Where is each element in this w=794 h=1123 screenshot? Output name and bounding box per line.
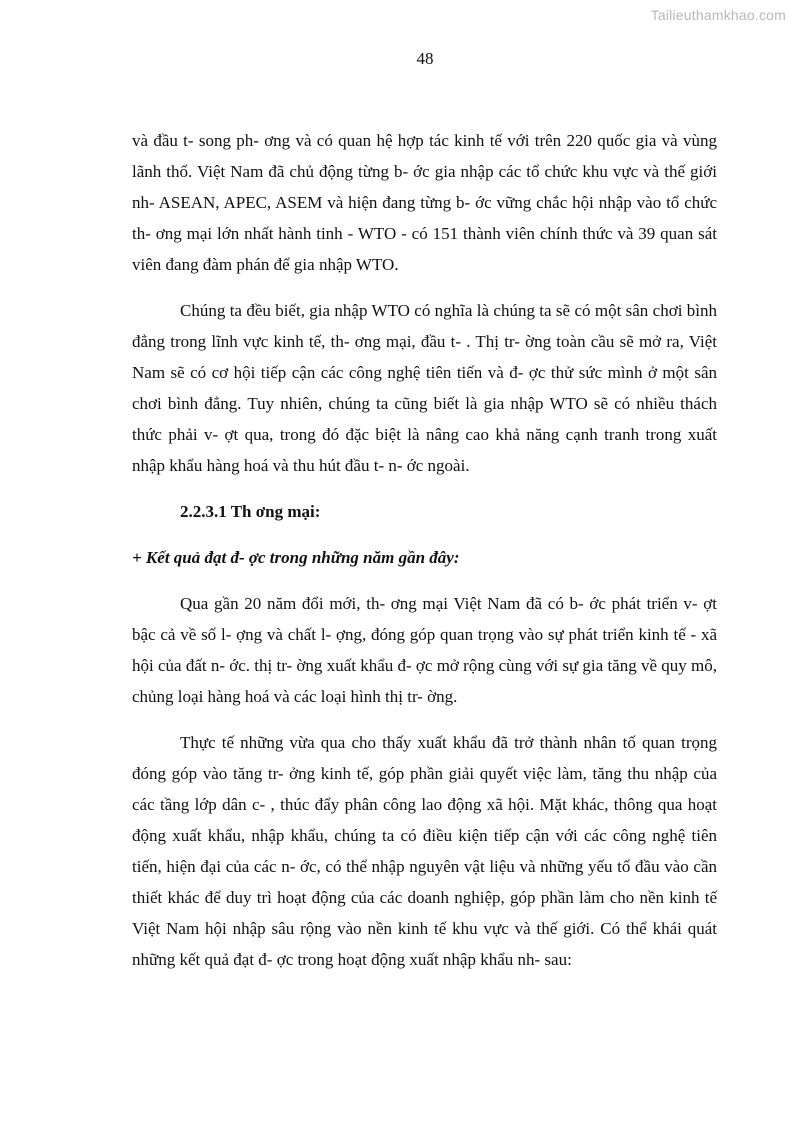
watermark: Tailieuthamkhao.com	[650, 7, 786, 23]
paragraph-results: Qua gần 20 năm đổi mới, th- ơng mại Việt Nam đã có b- ớc phát triển v- ợt bậc cả về số l- ợng và chất l- ợng, đóng góp quan trọng vào sự phát triển kinh tế - xã hội của đất n- ớc. thị tr- ờng xuất khẩu đ- ợc mở rộng cùng với sự gia tăng về quy mô, chủng loại hàng hoá và các loại hình thị tr- ờng.	[132, 594, 717, 706]
section-heading: 2.2.3.1 Th ơng mại:	[180, 502, 321, 521]
document-body	[132, 125, 717, 975]
subsection-heading: + Kết quả đạt đ- ợc trong những năm gần đây:	[132, 548, 460, 567]
paragraph-intro: và đầu t- song ph- ơng và có quan hệ hợp tác kinh tế với trên 220 quốc gia và vùng lãnh thổ. Việt Nam đã chủ động từng b- ớc gia nhập các tổ chức khu vực và thế giới nh- ASEAN, APEC, ASEM và hiện đang từng b- ớc vững chắc hội nhập vào tổ chức th- ơng mại lớn nhất hành tinh - WTO - có 151 thành viên chính thức và 39 quan sát viên đang đàm phán để gia nhập WTO.	[132, 131, 717, 274]
page-number: 48	[416, 49, 434, 68]
paragraph-export: Thực tế những vừa qua cho thấy xuất khẩu đã trở thành nhân tố quan trọng đóng góp vào tăng tr- ởng kinh tế, góp phần giải quyết việc làm, tăng thu nhập của các tầng lớp dân c- , thúc đẩy phân công lao động xã hội. Mặt khác, thông qua hoạt động xuất khẩu, nhập khẩu, chúng ta có điều kiện tiếp cận với các công nghệ tiên tiến, hiện đại của các n- ớc, có thể nhập nguyên vật liệu và những yếu tố đầu vào cần thiết khác để duy trì hoạt động của các doanh nghiệp, góp phần làm cho nền kinh tế Việt Nam hội nhập sâu rộng vào nền kinh tế khu vực và thế giới. Có thể khái quát những kết quả đạt đ- ợc trong hoạt động xuất nhập khẩu nh- sau:	[132, 733, 717, 969]
paragraph-wto: Chúng ta đều biết, gia nhập WTO có nghĩa là chúng ta sẽ có một sân chơi bình đẳng trong lĩnh vực kinh tế, th- ơng mại, đầu t- . Thị tr- ờng toàn cầu sẽ mở ra, Việt Nam sẽ có cơ hội tiếp cận các công nghệ tiên tiến và đ- ợc thử sức mình ở một sân chơi bình đẳng. Tuy nhiên, chúng ta cũng biết là gia nhập WTO sẽ có nhiều thách thức phải v- ợt qua, trong đó đặc biệt là nâng cao khả năng cạnh tranh trong xuất nhập khẩu hàng hoá và thu hút đầu t- n- ớc ngoài.	[132, 301, 717, 475]
